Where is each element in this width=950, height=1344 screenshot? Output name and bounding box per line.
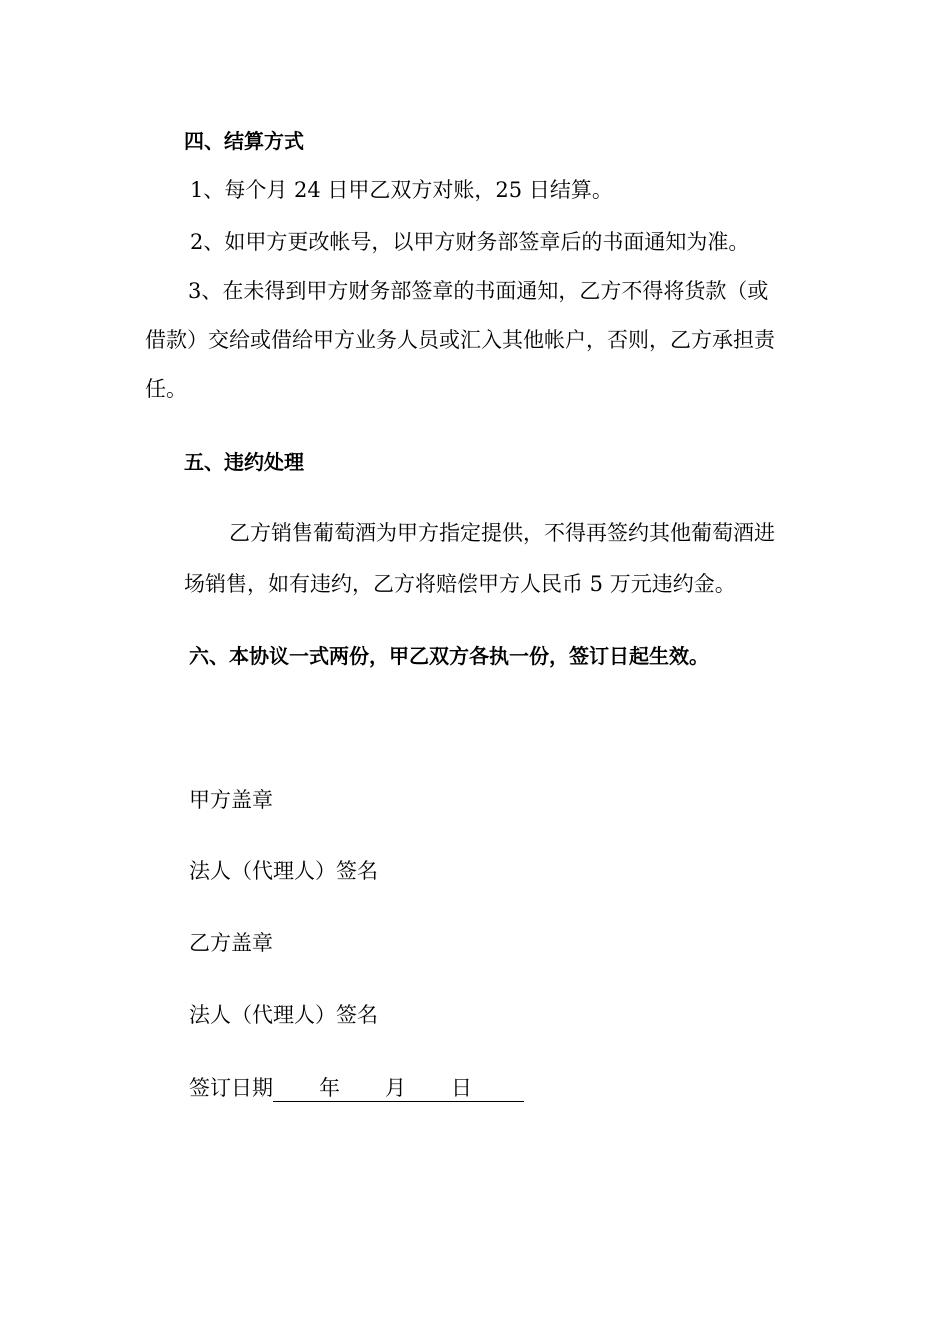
signing-date-month: 月 [385, 1076, 406, 1100]
section-4-item-1: 1、每个月 24 日甲乙双方对账，25 日结算。 [190, 178, 613, 202]
section-4-title: 四、结算方式 [184, 129, 304, 153]
section-4-item-3-line-2: 借款）交给或借给甲方业务人员或汇入其他帐户，否则，乙方承担责 [145, 328, 775, 352]
party-a-seal-label: 甲方盖章 [189, 788, 273, 812]
section-4-item-2: 2、如甲方更改帐号，以甲方财务部签章后的书面通知为准。 [190, 230, 750, 254]
signing-date-label: 签订日期 [189, 1076, 273, 1100]
signing-date-day: 日 [451, 1076, 472, 1100]
section-5-paragraph-line-2: 场销售，如有违约，乙方将赔偿甲方人民币 5 万元违约金。 [184, 572, 736, 596]
section-5-paragraph-line-1: 乙方销售葡萄酒为甲方指定提供，不得再签约其他葡萄酒进 [229, 521, 775, 545]
section-5-title: 五、违约处理 [184, 450, 304, 474]
party-b-representative-signature-label: 法人（代理人）签名 [189, 1003, 378, 1027]
signing-date-blank [273, 1075, 524, 1102]
section-6-statement: 六、本协议一式两份，甲乙双方各执一份，签订日起生效。 [189, 644, 709, 668]
signing-date-year: 年 [319, 1076, 340, 1100]
section-4-item-3-line-1: 3、在未得到甲方财务部签章的书面通知，乙方不得将货款（或 [188, 279, 769, 303]
signing-date-row [189, 1075, 524, 1102]
section-4-item-3-line-3: 任。 [145, 377, 187, 401]
party-b-seal-label: 乙方盖章 [189, 931, 273, 955]
party-a-representative-signature-label: 法人（代理人）签名 [189, 859, 378, 883]
